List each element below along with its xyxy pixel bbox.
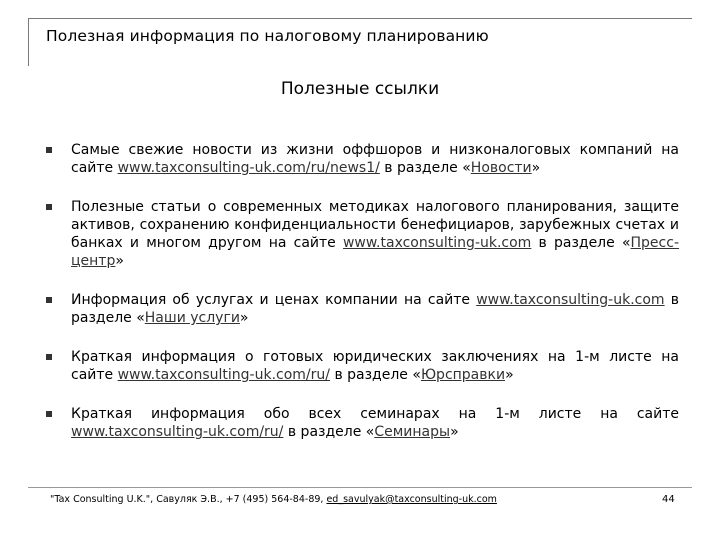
email-link[interactable]: ed_savulyak@taxconsulting-uk.com: [326, 494, 497, 505]
site-link[interactable]: www.taxconsulting-uk.com: [476, 292, 665, 308]
site-link[interactable]: www.taxconsulting-uk.com/ru/: [117, 367, 330, 383]
section-link[interactable]: Юрсправки: [420, 367, 506, 383]
item-text: »: [115, 253, 124, 269]
item-text: »: [239, 310, 249, 326]
section-title: Полезные ссылки: [280, 79, 440, 99]
item-text: »: [505, 367, 514, 383]
item-text: Краткая информация о готовых юридических заключениях на 1-м листе на сайте: [71, 349, 679, 383]
item-text: Краткая информация обо всех семинарах на 1-м листе на сайте: [71, 406, 679, 422]
link-list: [45, 141, 679, 441]
list-item: [45, 291, 679, 327]
list-item: [45, 348, 679, 384]
item-text: в разделе «: [379, 160, 471, 176]
site-link[interactable]: www.taxconsulting-uk.com/ru/: [71, 424, 284, 440]
square-bullet-icon: [46, 147, 52, 153]
list-item: [45, 141, 679, 177]
site-link[interactable]: www.taxconsulting-uk.com: [342, 235, 532, 251]
header-rule: [28, 18, 692, 19]
page-title: Полезная информация по налоговому планированию: [46, 27, 489, 45]
item-text: Самые свежие новости из жизни оффшоров и низконалоговых компаний на сайте: [71, 142, 679, 176]
section-link[interactable]: Новости: [470, 160, 532, 176]
item-text: в разделе «: [531, 235, 631, 251]
section-link[interactable]: Семинары: [374, 424, 451, 440]
item-text: Полезные статьи о современных методиках налогового планирования, защите активов, сохранению конфиденциальности бенефициаров, зарубежных счетах и банках и многом другом на сайте: [71, 199, 679, 251]
item-text: Информация об услугах и ценах компании на сайте: [71, 292, 477, 308]
item-text: »: [531, 160, 541, 176]
item-text: в разделе «: [283, 424, 375, 440]
list-item: [45, 198, 679, 270]
footer-company: "Tax Consulting U.K.", Савуляк Э.В., +7 (495) 564-84-89,: [50, 494, 327, 505]
square-bullet-icon: [46, 411, 52, 417]
section-link[interactable]: Наши услуги: [144, 310, 240, 326]
item-text: в разделе «: [71, 292, 680, 326]
section-link[interactable]: Пресс-центр: [71, 235, 679, 269]
footer-contact: [50, 494, 497, 505]
square-bullet-icon: [46, 354, 52, 360]
item-text: в разделе «: [330, 367, 421, 383]
page-number: 44: [662, 494, 675, 505]
square-bullet-icon: [46, 204, 52, 210]
header-side-rule: [28, 18, 29, 66]
square-bullet-icon: [46, 297, 52, 303]
site-link[interactable]: www.taxconsulting-uk.com/ru/news1/: [117, 160, 380, 176]
footer-rule: [28, 487, 692, 488]
item-text: »: [450, 424, 459, 440]
list-item: [45, 405, 679, 441]
